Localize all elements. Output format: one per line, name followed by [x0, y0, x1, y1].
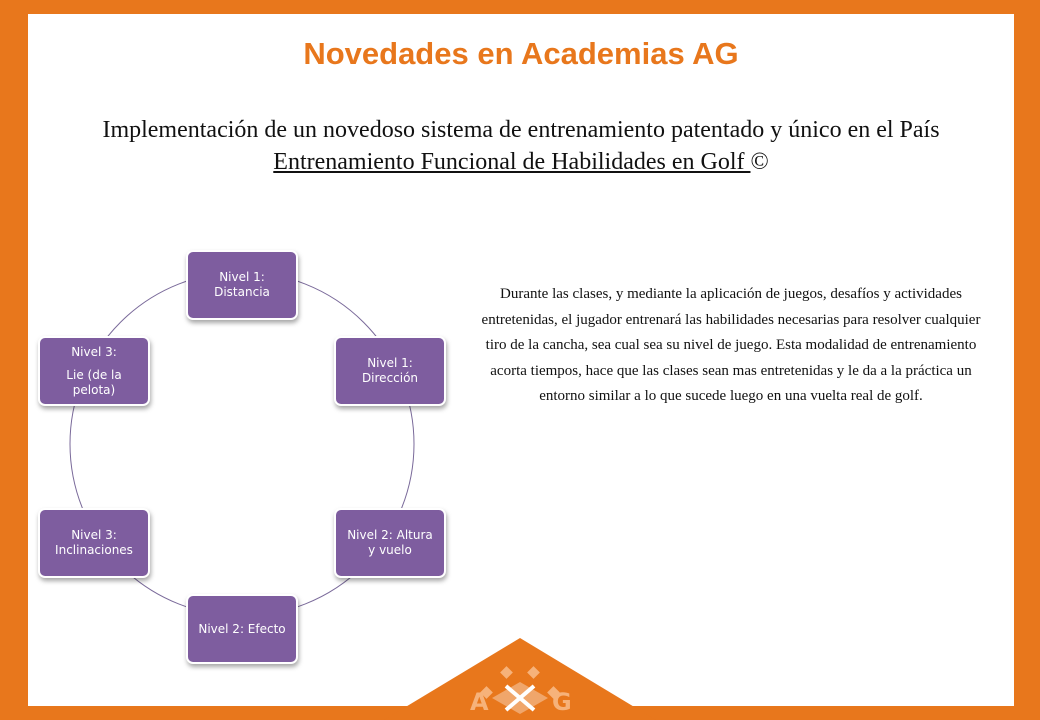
cycle-node-label: Nivel 3: [71, 344, 117, 359]
logo-letter-g: G [552, 688, 572, 716]
cycle-node-altura-vuelo [334, 508, 446, 578]
cycle-node-label: Nivel 2: Efecto [198, 621, 286, 636]
cycle-node-direccion [334, 336, 446, 406]
description-text: Durante las clases, y mediante la aplicación de juegos, desafíos y actividades entretenidas, el jugador entrenará las habilidades necesarias para resolver cualquier tiro de la cancha, sea cual sea su nivel de juego. Esta modalidad de entrenamiento acorta tiempos, hace que las clases sean mas entretenidas y le da a la práctica un entorno similar a lo que sucede luego en una vuelta real de golf. [481, 286, 981, 404]
cycle-node-lie [38, 336, 150, 406]
cycle-node-label: Nivel 2: Altura y vuelo [347, 528, 433, 557]
cycle-node-distancia [186, 250, 298, 320]
cycle-node-label: Nivel 1: Dirección [361, 356, 419, 385]
copyright-symbol: © [750, 149, 769, 175]
cycle-node-label: Nivel 3: Inclinaciones [55, 528, 133, 557]
slide [28, 14, 1014, 706]
cycle-node-label: Nivel 1: Distancia [214, 270, 270, 299]
ag-logo [384, 636, 656, 720]
cycle-node-label-detail: Lie (de la pelota) [66, 367, 122, 397]
slide-title: Novedades en Academias AG [303, 36, 739, 71]
cycle-node-efecto [186, 594, 298, 664]
cycle-node-inclinaciones [38, 508, 150, 578]
subtitle-line: Implementación de un novedoso sistema de entrenamiento patentado y único en el País [102, 117, 940, 143]
logo-letter-a: A [470, 688, 489, 716]
program-name: Entrenamiento Funcional de Habilidades en Golf [273, 149, 751, 175]
subtitle [40, 114, 1002, 178]
